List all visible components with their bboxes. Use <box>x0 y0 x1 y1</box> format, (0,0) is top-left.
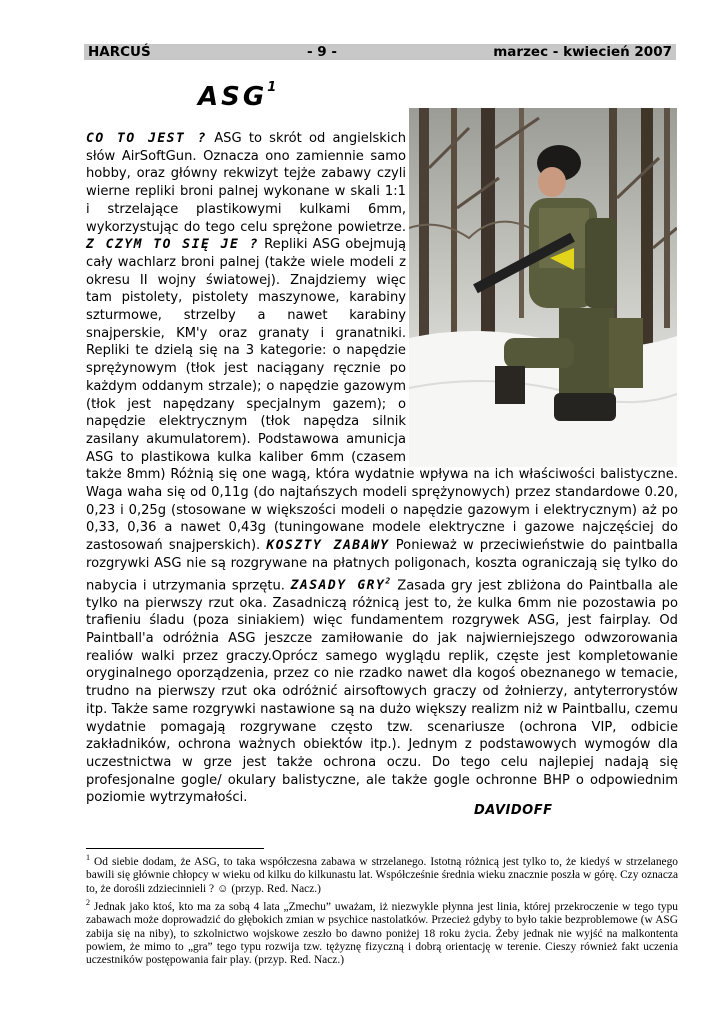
section-text-replicas: Repliki ASG obejmują cały wachlarz broni palnej (także wiele modeli z okresu II wojny światowej). Znajdziemy więc tam pistolety, pistolety maszynowe, karabiny szturmowe, strzelby a nawet karabiny snajperskie, KM'y oraz granaty i granatniki. Repliki te dzielą się na 3 kategorie: o napędzie sprężynowym (tłok jest naciągany ręcznie po każdym oddanym strzale); o napędzie gazowym (tłok jest napędzany specjalnym gazem); o napędzie elektrycznym (tłok napędza silnik zasilany akumulatorem). Podstawowa amunicja ASG to plastikowa kulka kaliber 6mm (czasem także 8mm) Różnią się one wagą, która wydatnie wpływa na ich właściwości balistyczne. Waga waha się od 0,11g (do najtańszych modeli sprężynowych) przez standardowe 0.20, 0,23 i 0,25g (stosowane w większości modeli o napędzie gazowym i elektrycznym) aż po 0,33, 0,36 a nawet 0,43g (tuningowane modele elektryczne i gazowe najczęściej do zastosowań snajperskich). <box>86 237 678 554</box>
article-title-text: ASG <box>198 82 268 112</box>
header-magazine-name: HARCUŚ <box>88 44 151 60</box>
page-header <box>84 44 676 60</box>
article-body <box>86 130 678 807</box>
section-text-rules: Zasada gry jest zbliżona do Paintballa ale tylko na pierwszy rzut oka. Zasadniczą różnicą jest to, że kulka 6mm nie pozostawia po trafieniu śladu (poza siniakiem) więc fundamentem rozgrywek ASG, jest fairplay. Od Paintball'a odróżnia ASG jeszcze zamiłowanie do jak najwierniejszego odwzorowania realiów walki przez graczy.Oprócz samego wyglądu replik, częste jest kompletowanie oryginalnego oporządzenia, przez co nie rzadko nawet dla kogoś obeznanego w temacie, trudno na pierwszy rzut oka odróżnić airsoftowych graczy od żołnierzy, antyterrorystów itp. Także same rozgrywki nastawione są na dużo większy realizm niż w Paintballu, czemu wydatnie pomagają rozgrywane często tzw. scenariusze (ochrona VIP, odbicie zakładników, ochrona ważnych obiektów itp.). Jednym z podstawowych wymogów dla uczestnictwa w grze jest także ochrona oczu. Do tego celu najlepiej nadają się profesjonalne gogle/ okulary balistyczne, ale także gogle ochronne BHP o odpowiednim poziomie wytrzymałości. <box>86 577 678 806</box>
section-text-costs: Ponieważ w przeciwieństwie do paintballa rozgrywki ASG nie są rozgrywane na płatnych poligonach, koszta ograniczają się tylko do nabycia i utrzymania sprzętu. <box>86 538 678 593</box>
author-signature: DAVIDOFF <box>474 803 553 818</box>
photo-wrap-spacer <box>406 130 678 460</box>
footnote-separator <box>86 848 264 849</box>
section-heading-rules-text: ZASADY GRY <box>290 577 386 593</box>
section-heading-rules <box>291 578 392 593</box>
footnote-ref-1[interactable]: 1 <box>267 80 277 95</box>
section-heading-costs: KOSZTY ZABAWY <box>266 538 390 554</box>
section-heading-replicas: Z CZYM TO SIĘ JE ? <box>86 237 259 253</box>
header-page-number: - 9 - <box>306 44 337 60</box>
section-text-what-is-it: ASG to skrót od angielskich słów AirSoftGun. Oznacza ono zamiennie samo hobby, oraz główny rekwizyt tejże zabawy czyli wierne repliki broni palnej wykonane w skali 1:1 i strzelające plastikowymi kulkami 6mm, wykorzystując do tego celu sprężone powietrze. <box>86 131 407 235</box>
footnote-1 <box>86 851 678 896</box>
header-issue-date: marzec - kwiecień 2007 <box>493 44 672 60</box>
footnote-2 <box>86 896 678 968</box>
footnote-text: Od siebie dodam, że ASG, to taka współczesna zabawa w strzelanego. Istotną różnicą jest tylko to, że kiedyś w strzelanego bawili się głównie chłopcy w wieku od kilku do kilkunastu lat. Współcześnie średnia wieku znacznie poszła w górę. Czy oznacza to, że dorośli zdziecinnieli ? ☺ (przyp. Red. Nacz.) <box>86 855 678 895</box>
footnote-text: Jednak jako ktoś, kto ma za sobą 4 lata „Zmechu” uważam, iż niezwykle płynna jest linia, której przekroczenie w tego typu zabawach może doprowadzić do głębokich zmian w psychice nastolatków. Przecież gdyby to było takie bezproblemowe (w ASG zabija się na niby), to szkolnictwo wojskowe zeszło bo dawno poniżej 18 roku życia. Żeby jednak nie wyjść na malkontenta powiem, że mimo to „gra” tego typu rozwija tzw. tężyznę fizyczną i dobrą orientację w terenie. Cieszy również fakt uczenia uczestników postępowania fair play. (przyp. Red. Nacz.) <box>86 900 678 967</box>
footnotes <box>86 851 678 968</box>
footnote-number: 2 <box>86 898 90 908</box>
footnote-number: 1 <box>86 853 90 862</box>
section-heading-what-is-it: CO TO JEST ? <box>86 131 208 146</box>
footnote-ref-2[interactable]: 2 <box>385 576 392 586</box>
article-title <box>198 82 276 112</box>
